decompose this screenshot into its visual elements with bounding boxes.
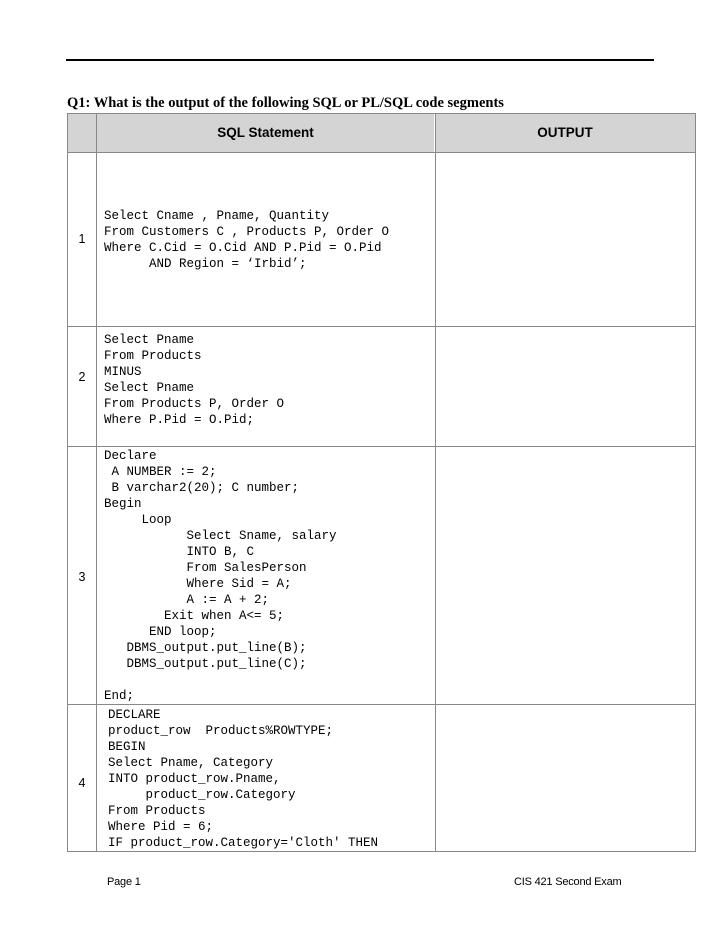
sql-code-1: Select Cname , Pname, Quantity From Customers C , Products P, Order O Where C.Cid = O.Cid AND P.Pid = O.Pid AND Region = ‘Irbid’; [104, 209, 390, 271]
header-divider [68, 152, 695, 153]
row-number-3: 3 [78, 570, 86, 584]
sql-code-2: Select Pname From Products MINUS Select Pname From Products P, Order O Where P.Pid = O.Pid; [104, 333, 285, 427]
output-cell-1[interactable] [440, 156, 690, 321]
footer-page-number: Page 1 [107, 876, 141, 888]
column-divider-1 [96, 114, 97, 851]
row-divider-2 [68, 446, 695, 447]
footer-exam-title: CIS 421 Second Exam [514, 876, 622, 888]
row-divider-1 [68, 326, 695, 327]
header-number-cell [68, 114, 96, 152]
row-number-2: 2 [78, 370, 86, 384]
question-table [67, 113, 696, 852]
plsql-code-4: DECLARE product_row Products%ROWTYPE; BEGIN Select Pname, Category INTO product_row.Pname, product_row.Category From Products Where Pid = 6; IF product_row.Category='Cloth' THEN [108, 708, 379, 850]
top-rule [66, 59, 654, 61]
header-sql-statement: SQL Statement [217, 125, 314, 140]
question-heading: Q1: What is the output of the following SQL or PL/SQL code segments [67, 95, 504, 111]
row-divider-3 [68, 704, 695, 705]
column-divider-2 [435, 114, 436, 851]
row-number-4: 4 [78, 776, 86, 790]
output-cell-3[interactable] [440, 450, 690, 700]
header-output: OUTPUT [537, 125, 593, 140]
row-number-1: 1 [78, 232, 86, 246]
output-cell-4[interactable] [440, 708, 690, 846]
output-cell-2[interactable] [440, 330, 690, 442]
plsql-code-3: Declare A NUMBER := 2; B varchar2(20); C number; Begin Loop Select Sname, salary INTO B, C From SalesPerson Where Sid = A; A := A + 2; Exit when A<= 5; END loop; DBMS_output.put_line(B); DBMS_output.put_line(C); End; [104, 449, 337, 703]
